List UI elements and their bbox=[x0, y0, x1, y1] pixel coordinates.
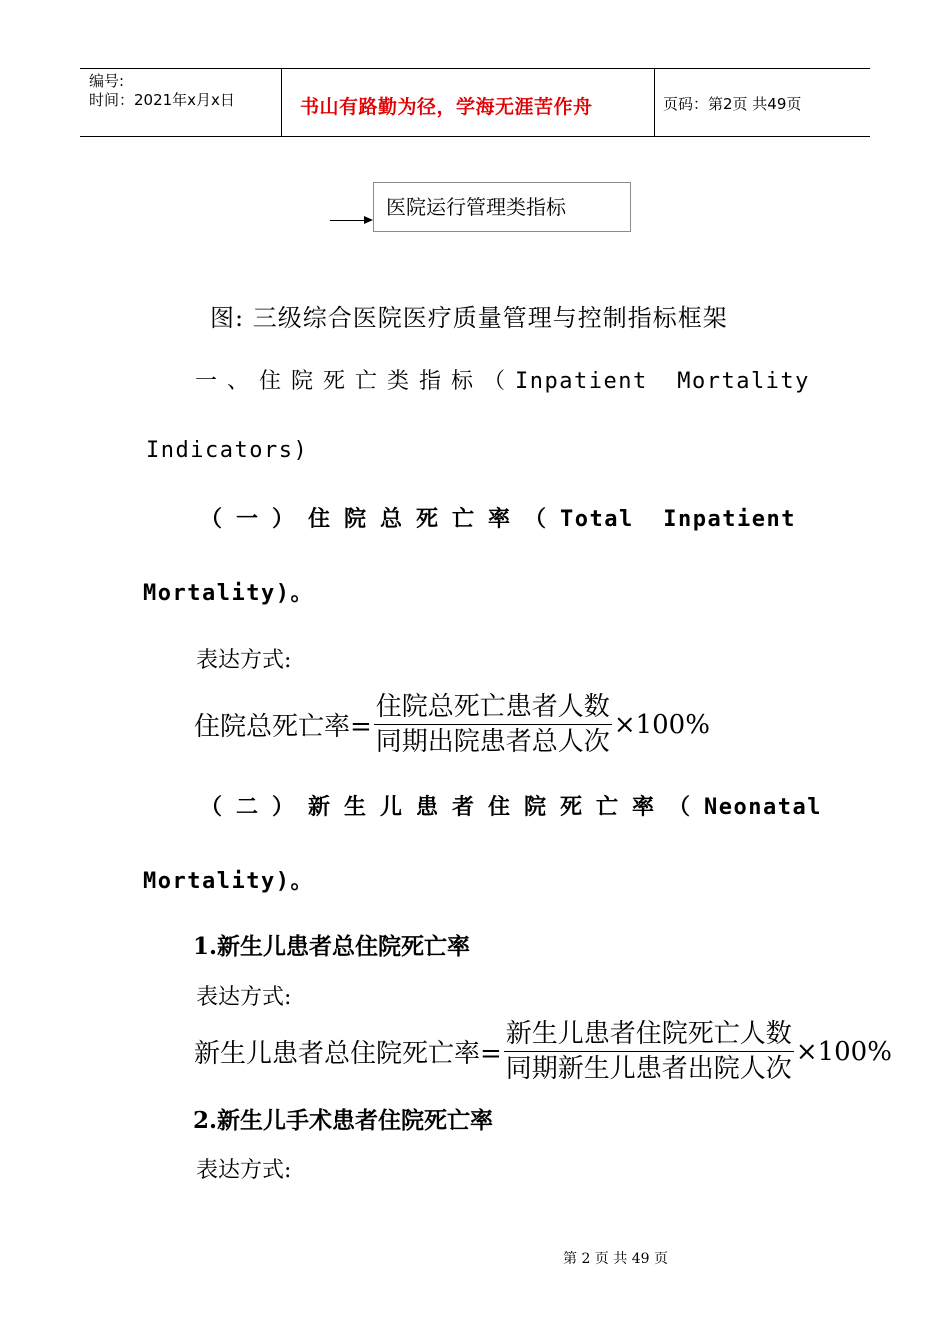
diagram-box-label: 医院运行管理类指标 bbox=[386, 195, 566, 219]
sub1-heading-en: Total Inpatient bbox=[560, 507, 796, 532]
header-page-label: 页码：第2页 共49页 bbox=[663, 95, 802, 113]
section1-heading bbox=[195, 364, 810, 395]
sub1-formula-denominator: 同期出院患者总人次 bbox=[374, 724, 612, 757]
sub2-item1-formula-lhs: 新生儿患者总住院死亡率= bbox=[194, 1039, 502, 1069]
sub2-item1-formula bbox=[194, 1019, 892, 1084]
sub1-expression-label: 表达方式: bbox=[196, 648, 292, 673]
header-divider-left bbox=[281, 68, 282, 136]
sub2-item2-title: 2.新生儿手术患者住院死亡率 bbox=[193, 1107, 494, 1134]
header-divider-right bbox=[654, 68, 655, 136]
sub1-heading bbox=[200, 502, 796, 533]
sub1-heading-cn: （一）住院总死亡率（ bbox=[200, 506, 561, 532]
sub2-item2-expression-label: 表达方式: bbox=[196, 1158, 292, 1183]
sub1-formula-fraction bbox=[374, 692, 612, 757]
sub2-heading-en: Neonatal bbox=[704, 795, 822, 820]
sub2-heading-cn: （二）新生儿患者住院死亡率（ bbox=[200, 794, 705, 820]
diagram-box-operations bbox=[373, 182, 631, 232]
section1-heading-en: Inpatient Mortality bbox=[515, 369, 810, 394]
section1-heading-cont: Indicators) bbox=[146, 438, 309, 463]
serial-label: 编号: bbox=[89, 72, 125, 90]
footer-page-number: 第 2 页 共 49 页 bbox=[563, 1251, 668, 1267]
sub2-item1-formula-numerator: 新生儿患者住院死亡人数 bbox=[505, 1019, 792, 1049]
figure-caption: 图: 三级综合医院医疗质量管理与控制指标框架 bbox=[210, 304, 728, 332]
sub2-item1-expression-label: 表达方式: bbox=[196, 985, 292, 1010]
sub2-item1-formula-denominator: 同期新生儿患者出院人次 bbox=[504, 1051, 794, 1084]
sub2-item1-formula-multiplier: ×100% bbox=[795, 1036, 892, 1067]
sub2-item1-title: 1.新生儿患者总住院死亡率 bbox=[193, 933, 471, 960]
sub2-heading bbox=[200, 790, 822, 821]
sub2-heading-cont: Mortality)。 bbox=[143, 869, 314, 894]
sub2-item1-formula-fraction bbox=[504, 1019, 794, 1084]
diagram-arrow-line bbox=[330, 220, 366, 221]
sub1-formula bbox=[194, 692, 710, 757]
header-bottom-rule bbox=[80, 136, 870, 137]
header-top-rule bbox=[80, 68, 870, 69]
sub1-formula-numerator: 住院总死亡患者人数 bbox=[375, 692, 610, 722]
date-label: 时间：2021年x月x日 bbox=[89, 91, 235, 109]
sub1-formula-lhs: 住院总死亡率= bbox=[194, 712, 372, 742]
header-motto: 书山有路勤为径，学海无涯苦作舟 bbox=[300, 96, 593, 118]
sub1-formula-multiplier: ×100% bbox=[613, 709, 710, 740]
section1-heading-cn: 一、住院死亡类指标（ bbox=[195, 369, 516, 394]
diagram-arrow-head bbox=[364, 216, 373, 224]
sub1-heading-cont: Mortality)。 bbox=[143, 581, 314, 606]
